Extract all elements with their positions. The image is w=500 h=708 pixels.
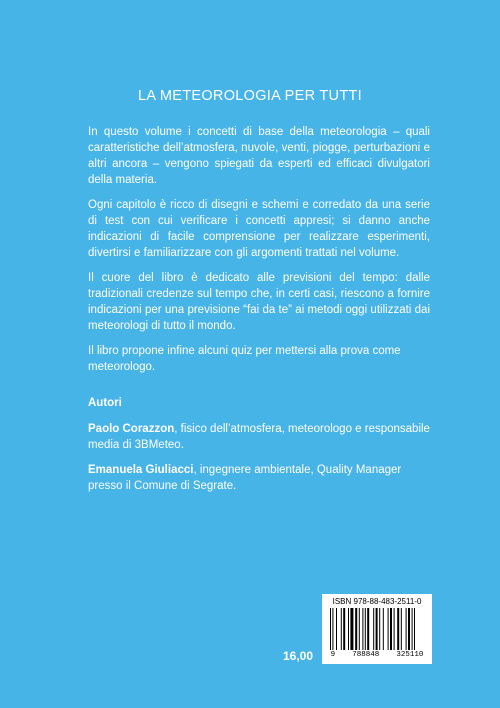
paragraph-chapters: Ogni capitolo è ricco di disegni e schemi e corredato da una serie di test con cui verificare i concetti appresi; si danno anche indicazioni di facile comprensione per realizzare esperimenti, divertirsi e familiarizzare con gli argomenti trattati nel volume. [88,199,430,259]
barcode-bar [365,608,366,650]
barcode-bar [330,608,331,650]
barcode-bar [373,608,374,650]
author-description: , fisico dell’atmosfera, meteorologo e responsabile media di 3BMeteo. [88,423,430,451]
authors-heading: Autori [88,397,122,409]
paragraph-intro: In questo volume i concetti di base della meteorologia – quali caratteristiche dell’atmosfera, nuvole, venti, piogge, perturbazioni e altri ancora – vengono spiegati da esperti ed efficaci divulgatori della materia. [88,126,430,186]
author-entry [88,421,430,453]
author-name: Emanuela Giuliacci [88,464,194,476]
author-entry [88,462,430,494]
barcode-digit-group: 788848 [352,651,380,659]
barcode-bar [348,608,349,650]
barcode-bar [336,608,337,650]
barcode-bar [350,608,353,650]
barcode [322,594,432,664]
price: 16,00 [283,649,314,663]
barcode-digit-group: 325110 [396,651,424,659]
paragraph-quiz: Il libro propone infine alcuni quiz per mettersi alla prova come meteorologo. [88,345,401,373]
barcode-bar [390,608,392,650]
barcode-bar [343,608,345,650]
barcode-bar [388,608,389,650]
barcode-digit-group: 9 [330,651,336,659]
barcode-bar [401,608,402,650]
barcode-bar [355,608,357,650]
barcode-bar [394,608,395,650]
back-cover-text [88,124,430,503]
barcode-bar [383,608,384,650]
barcode-bar [359,608,360,650]
barcode-bar [376,608,378,650]
isbn-text: ISBN 978-88-483-2511-0 [332,597,422,606]
barcode-bar [341,608,342,650]
barcode-bar [412,608,413,650]
barcode-bars [330,608,424,650]
barcode-bar [414,608,415,650]
barcode-digits [322,651,432,659]
barcode-bar [332,608,333,650]
barcode-bar [362,608,363,650]
barcode-bar [408,608,410,650]
barcode-bar [367,608,369,650]
book-title: LA METEOROLOGIA PER TUTTI [138,88,362,104]
paragraph-forecasts: Il cuore del libro è dedicato alle previsioni del tempo: dalle tradizionali credenze sul tempo che, in certi casi, riescono a fornire indicazioni per una previsione “fai da te” ai metodi oggi utilizzati dai meteorologi di tutto il mondo. [88,272,430,332]
barcode-bar [397,608,399,650]
barcode-bar [406,608,407,650]
barcode-bar [379,608,380,650]
author-description: , ingegnere ambientale, Quality Manager presso il Comune di Segrate. [88,464,402,492]
author-name: Paolo Corazzon [88,423,175,435]
